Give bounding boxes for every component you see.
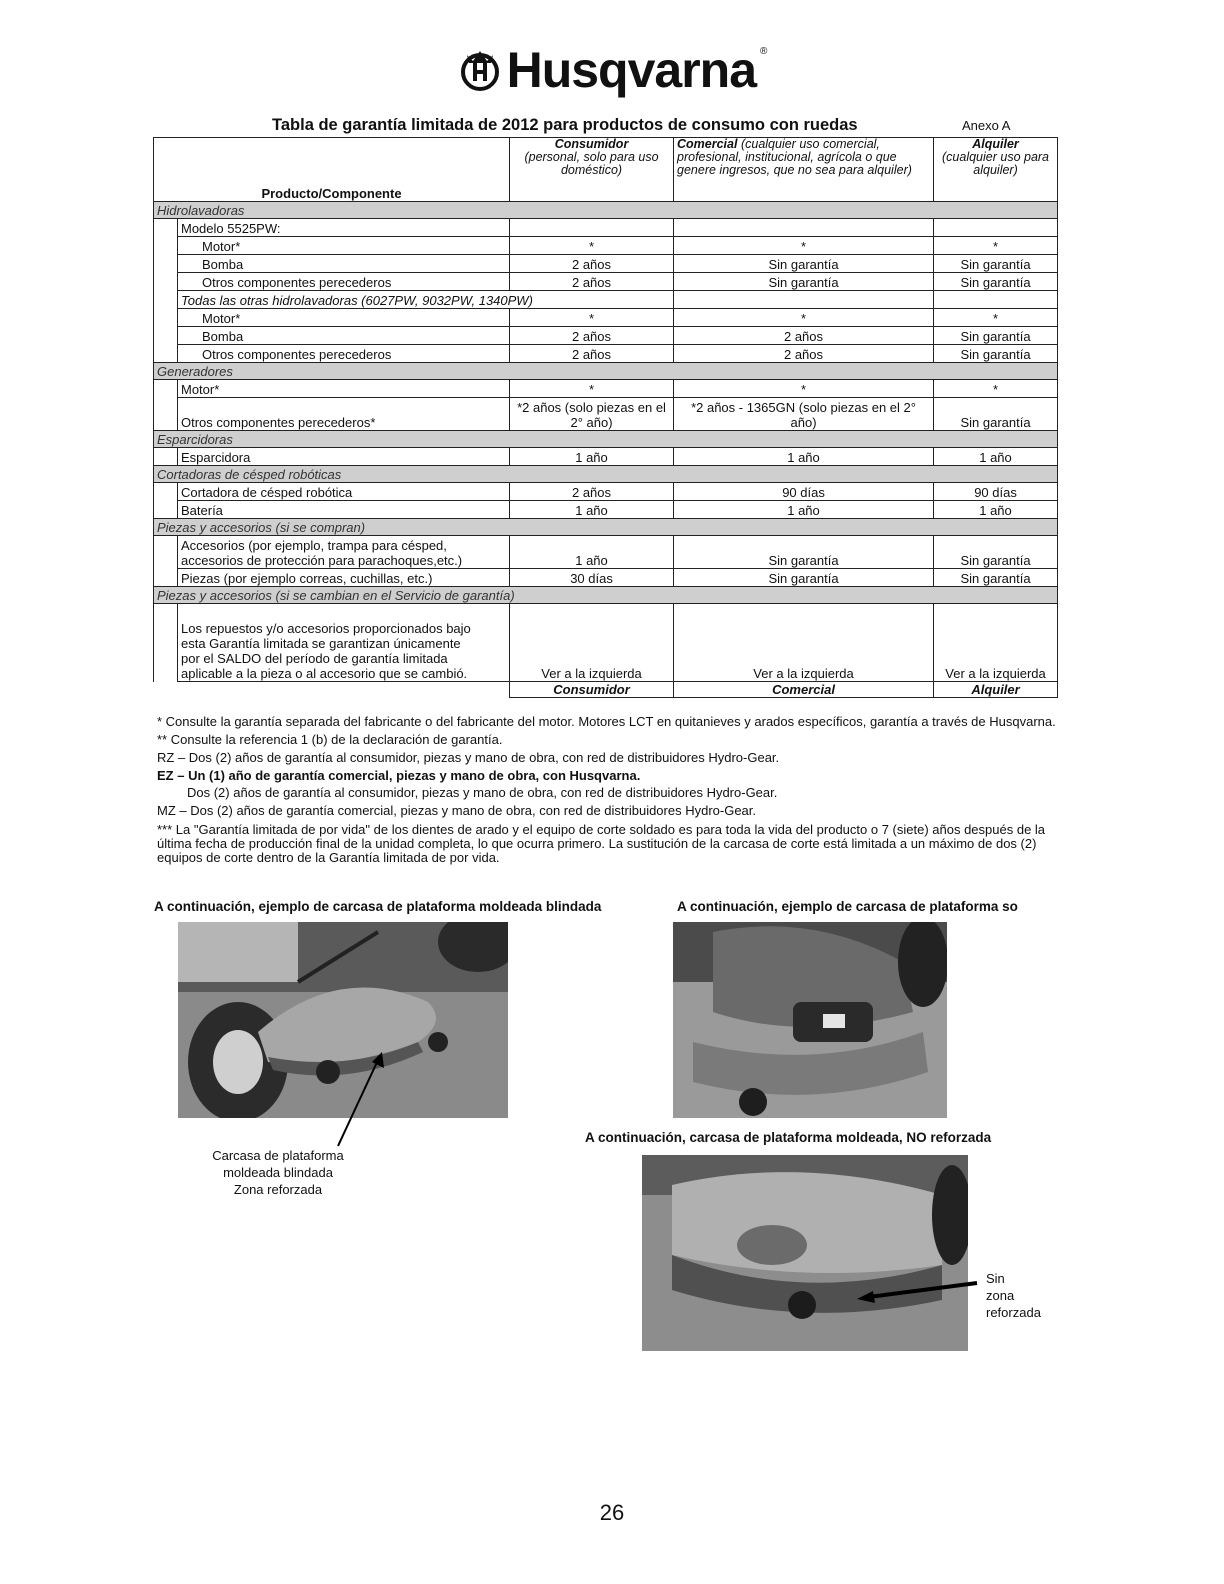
- row-label: Los repuestos y/o accesorios proporcionados bajo esta Garantía limitada se garantizan únicamente por el SALDO del período de garantía limitada aplicable a la pieza o al accesorio que se cambió.: [178, 604, 510, 682]
- section-row: [154, 587, 1058, 604]
- row-label: Otros componentes perecederos: [178, 345, 510, 363]
- annex-label: Anexo A: [962, 118, 1011, 133]
- warranty-table: [153, 137, 1058, 698]
- pointer-arrow-left: [330, 1050, 390, 1150]
- section-row: [154, 363, 1058, 380]
- caption-left: A continuación, ejemplo de carcasa de plataforma moldeada blindada: [154, 899, 602, 914]
- row-label: Otros componentes perecederos: [178, 273, 510, 291]
- section-hidrolavadoras: Hidrolavadoras: [154, 202, 674, 219]
- note-ez-2: Dos (2) años de garantía al consumidor, piezas y mano de obra, con red de distribuidores Hydro-Gear.: [187, 785, 778, 800]
- table-row: Bomba 2 años Sin garantía Sin garantía: [154, 255, 1058, 273]
- label-no-reinforced-zone: Sin zona reforzada: [986, 1271, 1041, 1320]
- section-row: [154, 202, 1058, 219]
- table-row: Otros componentes perecederos 2 años 2 años Sin garantía: [154, 345, 1058, 363]
- page-number: 26: [599, 1500, 625, 1525]
- note-1: * Consulte la garantía separada del fabricante o del fabricante del motor. Motores LCT en quitanieves y arados específicos, garantía a través de Husqvarna.: [157, 714, 1056, 729]
- header-consumer: Consumidor (personal, solo para uso doméstico): [510, 138, 674, 202]
- section-generadores: Generadores: [154, 363, 674, 380]
- row-label: Modelo 5525PW:: [178, 219, 510, 237]
- row-label: Bomba: [178, 255, 510, 273]
- table-row: Otros componentes perecederos* *2 años (solo piezas en el 2° año) *2 años - 1365GN (solo piezas en el 2° año) Sin garantía: [154, 398, 1058, 431]
- table-row: Motor* * * *: [154, 237, 1058, 255]
- note-2: ** Consulte la referencia 1 (b) de la declaración de garantía.: [157, 732, 503, 747]
- row-label: Motor*: [178, 237, 510, 255]
- footnotes: [157, 714, 1057, 867]
- row-label: Otros componentes perecederos*: [178, 398, 510, 431]
- note-rz: RZ – Dos (2) años de garantía al consumidor, piezas y mano de obra, con red de distribuidores Hydro-Gear.: [157, 750, 780, 765]
- non-reinforced-deck-photo: [642, 1155, 968, 1351]
- header-commercial: Comercial (cualquier uso comercial, profesional, institucional, agrícola o que genere ingresos, que no sea para alquiler): [674, 138, 934, 202]
- table-row: Motor* * * *: [154, 309, 1058, 327]
- section-esparcidoras: Esparcidoras: [154, 431, 674, 448]
- mower-non-reinforced-deck-image: [642, 1155, 968, 1351]
- header-rental: Alquiler (cualquier uso para alquiler): [934, 138, 1058, 202]
- table-row: [154, 219, 1058, 237]
- table-row: Piezas (por ejemplo correas, cuchillas, etc.) 30 días Sin garantía Sin garantía: [154, 569, 1058, 587]
- pointer-arrow-right: [855, 1275, 980, 1305]
- table-row: Esparcidora 1 año 1 año 1 año: [154, 448, 1058, 466]
- caption-bottom: A continuación, carcasa de plataforma moldeada, NO reforzada: [585, 1130, 992, 1145]
- table-row: Bomba 2 años 2 años Sin garantía: [154, 327, 1058, 345]
- section-row: [154, 466, 1058, 483]
- section-cortadoras: Cortadoras de césped robóticas: [154, 466, 674, 483]
- table-row: Batería 1 año 1 año 1 año: [154, 501, 1058, 519]
- note-3: *** La "Garantía limitada de por vida" de los dientes de arado y el equipo de corte soldado es para toda la vida del producto o 7 (siete) años después de la última fecha de producción final de la unidad completa, lo que ocurra primero. La sustitución de la carcasa de corte está limitada a un máximo de dos (2) equipos de corte dentro de la Garantía limitada de por vida.: [157, 822, 1046, 865]
- table-row: Cortadora de césped robótica 2 años 90 días 90 días: [154, 483, 1058, 501]
- table-footer-row: Consumidor Comercial Alquiler: [154, 682, 1058, 698]
- husqvarna-crown-icon: [457, 47, 503, 93]
- row-label: Batería: [178, 501, 510, 519]
- header-product: Producto/Componente: [154, 138, 510, 202]
- section-piezas-servicio: Piezas y accesorios (si se cambian en el Servicio de garantía): [154, 587, 674, 604]
- row-label: Motor*: [178, 380, 510, 398]
- note-ez: EZ – Un (1) año de garantía comercial, piezas y mano de obra, con Husqvarna.: [157, 768, 641, 783]
- row-label: Accesorios (por ejemplo, trampa para césped, accesorios de protección para parachoques,etc.): [178, 536, 510, 569]
- row-label: Bomba: [178, 327, 510, 345]
- note-mz: MZ – Dos (2) años de garantía comercial, piezas y mano de obra, con red de distribuidores Hydro-Gear.: [157, 803, 757, 818]
- logo-wordmark: Husqvarna: [506, 42, 757, 98]
- page-title: Tabla de garantía limitada de 2012 para productos de consumo con ruedas: [272, 116, 858, 134]
- table-row: Accesorios (por ejemplo, trampa para césped, accesorios de protección para parachoques,etc.) 1 año Sin garantía Sin garantía: [154, 536, 1058, 569]
- row-label: Cortadora de césped robótica: [178, 483, 510, 501]
- welded-deck-photo: [673, 922, 947, 1118]
- husqvarna-logo: [0, 40, 1224, 100]
- section-piezas: Piezas y accesorios (si se compran): [154, 519, 674, 536]
- row-label: Piezas (por ejemplo correas, cuchillas, etc.): [178, 569, 510, 587]
- section-row: [154, 431, 1058, 448]
- table-header-row: [154, 138, 1058, 202]
- row-label: Esparcidora: [178, 448, 510, 466]
- mower-welded-deck-image: [673, 922, 947, 1118]
- row-label: Todas las otras hidrolavadoras (6027PW, 9032PW, 1340PW): [178, 291, 674, 309]
- table-row: Motor* * * *: [154, 380, 1058, 398]
- caption-right: A continuación, ejemplo de carcasa de plataforma so: [677, 899, 1018, 914]
- table-row: Otros componentes perecederos 2 años Sin garantía Sin garantía: [154, 273, 1058, 291]
- row-label: Motor*: [178, 309, 510, 327]
- section-row: [154, 519, 1058, 536]
- label-armored-zone: Carcasa de plataforma moldeada blindada Zona reforzada: [212, 1148, 344, 1197]
- table-row: Los repuestos y/o accesorios proporcionados bajo esta Garantía limitada se garantizan únicamente por el SALDO del período de garantía limitada aplicable a la pieza o al accesorio que se cambió. Ver a la izquierda Ver a la izquierda Ver a la izquierda: [154, 604, 1058, 682]
- table-row: [154, 291, 1058, 309]
- registered-mark: ®: [760, 46, 768, 57]
